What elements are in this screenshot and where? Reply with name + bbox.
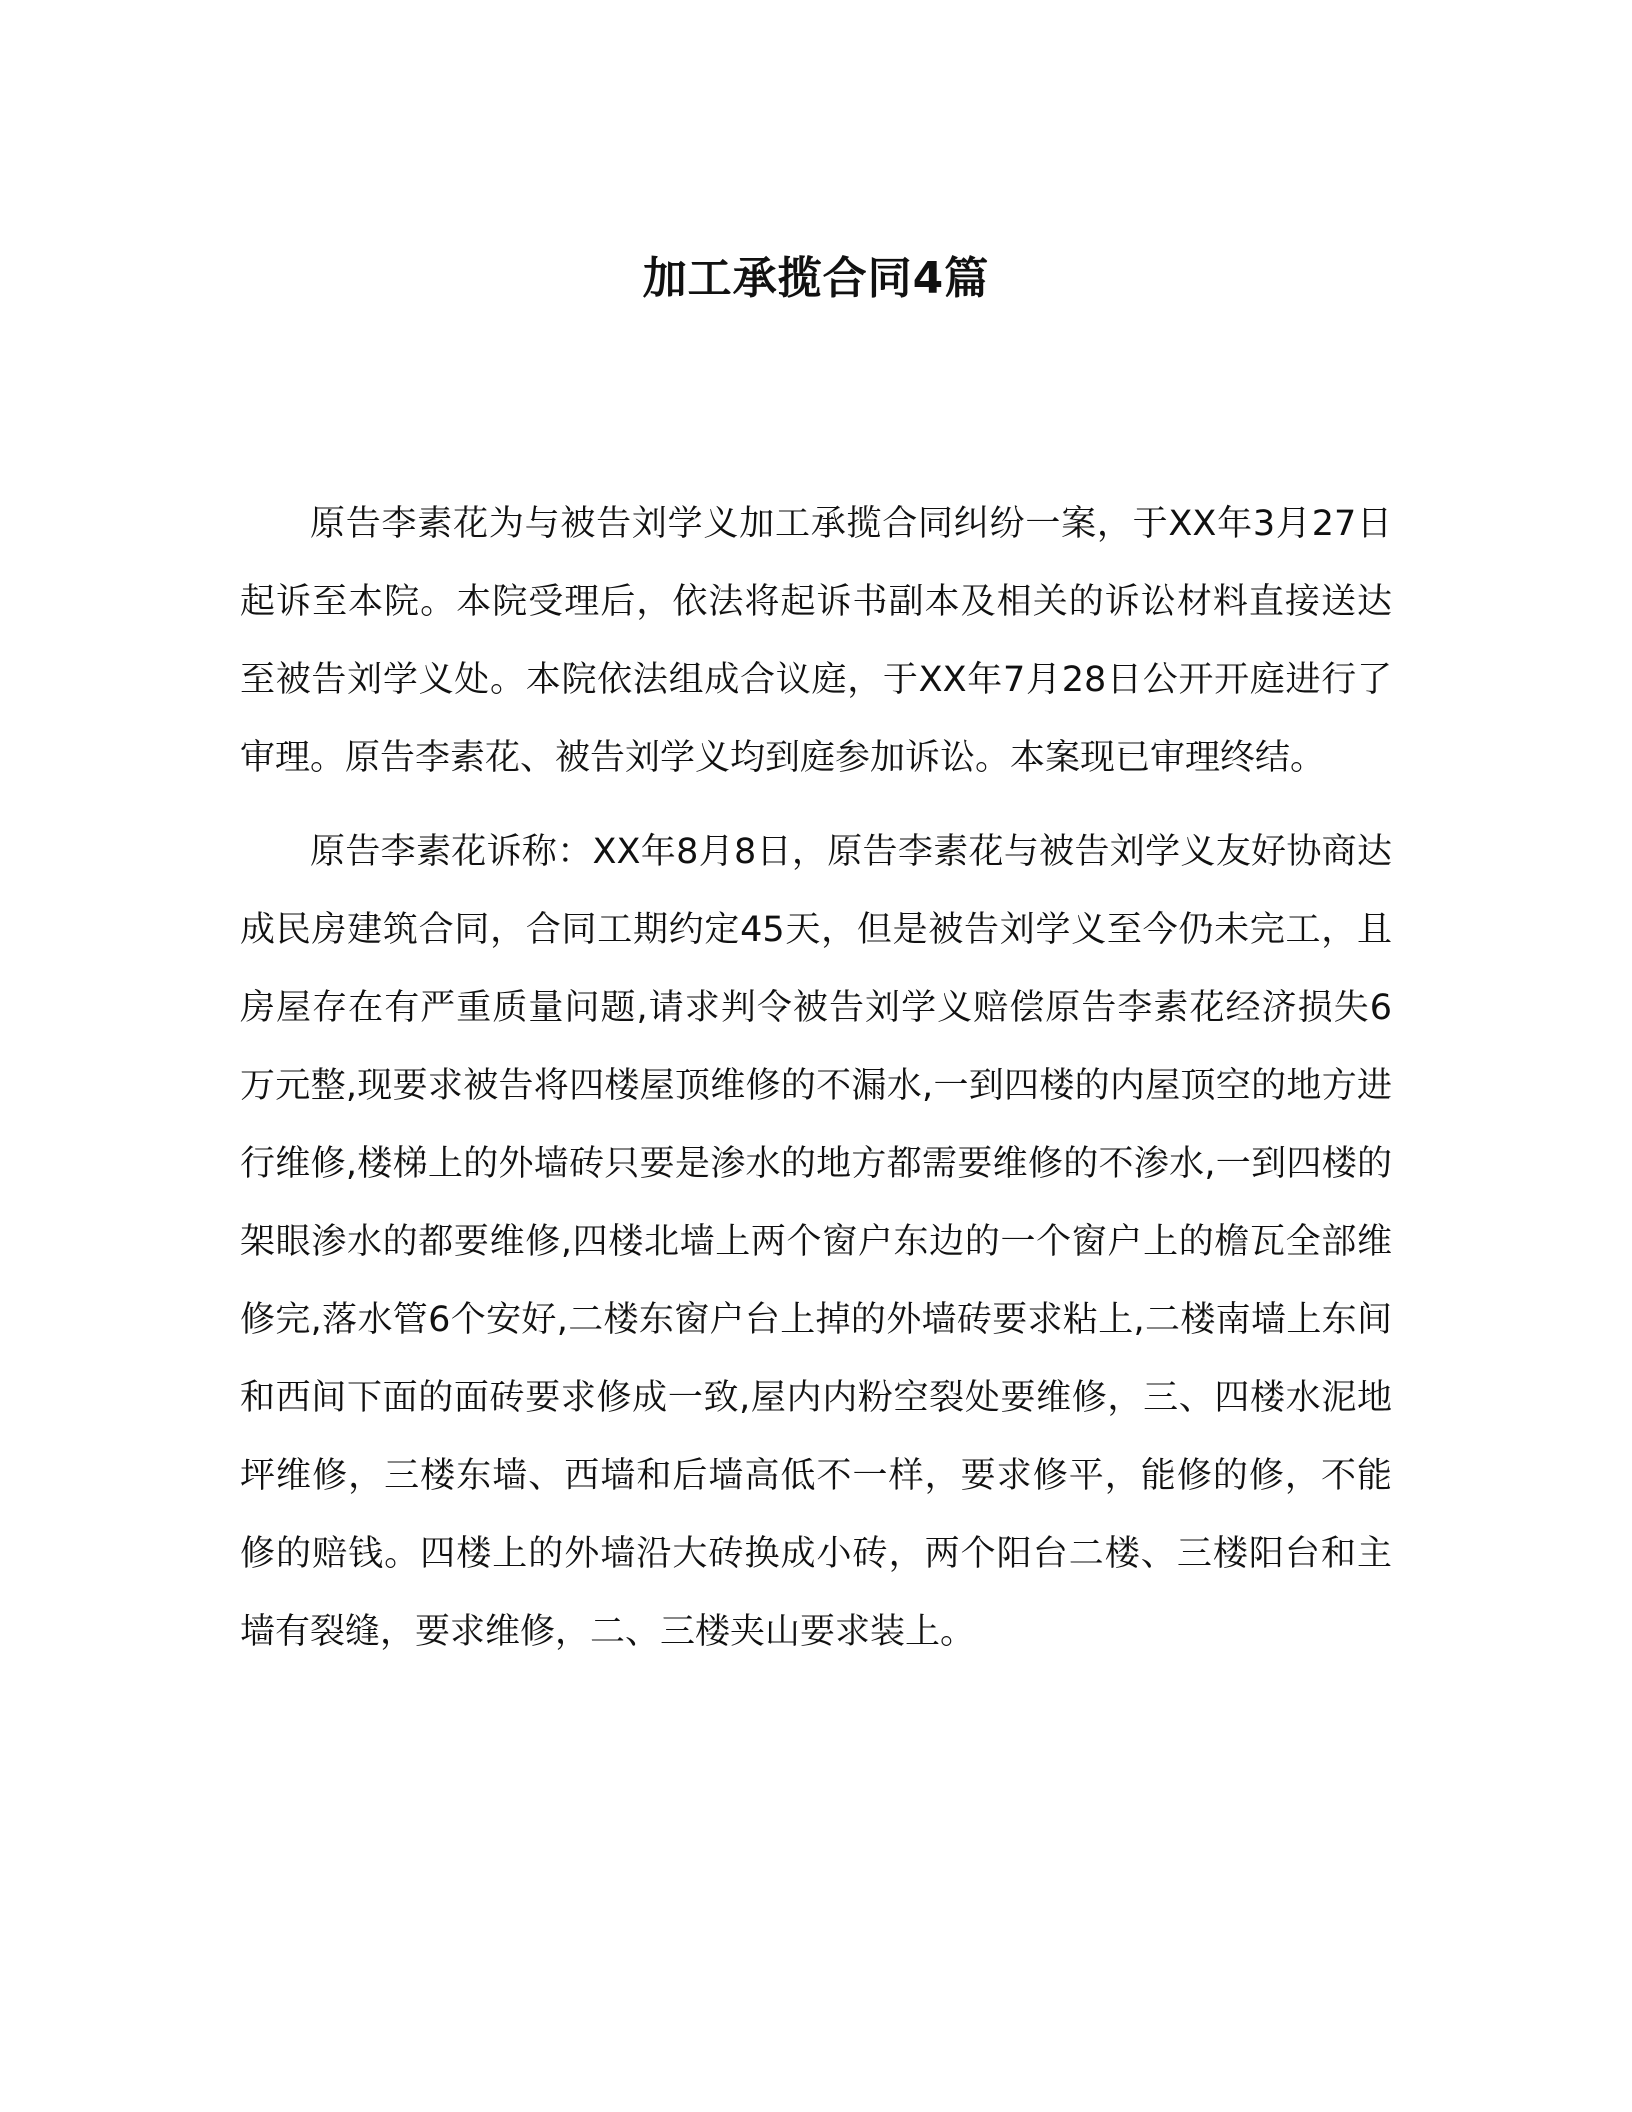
document-title: 加工承揽合同4篇 [642,253,990,305]
paragraph-case-intro: 原告李素花为与被告刘学义加工承揽合同纠纷一案，于XX年3月27日起诉至本院。本院受理后，依法将起诉书副本及相关的诉讼材料直接送达至被告刘学义处。本院依法组成合议庭，于XX年7月28日公开开庭进行了审理。原告李素花、被告刘学义均到庭参加诉讼。本案现已审理终结。 [240,504,1392,778]
document-body [240,485,1392,1687]
paragraph-plaintiff-claims: 原告李素花诉称：XX年8月8日，原告李素花与被告刘学义友好协商达成民房建筑合同，合同工期约定45天，但是被告刘学义至今仍未完工，且房屋存在有严重质量问题,请求判令被告刘学义赔偿原告李素花经济损失6万元整,现要求被告将四楼屋顶维修的不漏水,一到四楼的内屋顶空的地方进行维修,楼梯上的外墙砖只要是渗水的地方都需要维修的不渗水,一到四楼的架眼渗水的都要维修,四楼北墙上两个窗户东边的一个窗户上的檐瓦全部维修完,落水管6个安好,二楼东窗户台上掉的外墙砖要求粘上,二楼南墙上东间和西间下面的面砖要求修成一致,屋内内粉空裂处要维修，三、四楼水泥地坪维修，三楼东墙、西墙和后墙高低不一样，要求修平，能修的修，不能修的赔钱。四楼上的外墙沿大砖换成小砖，两个阳台二楼、三楼阳台和主墙有裂缝，要求维修，二、三楼夹山要求装上。 [240,832,1392,1652]
